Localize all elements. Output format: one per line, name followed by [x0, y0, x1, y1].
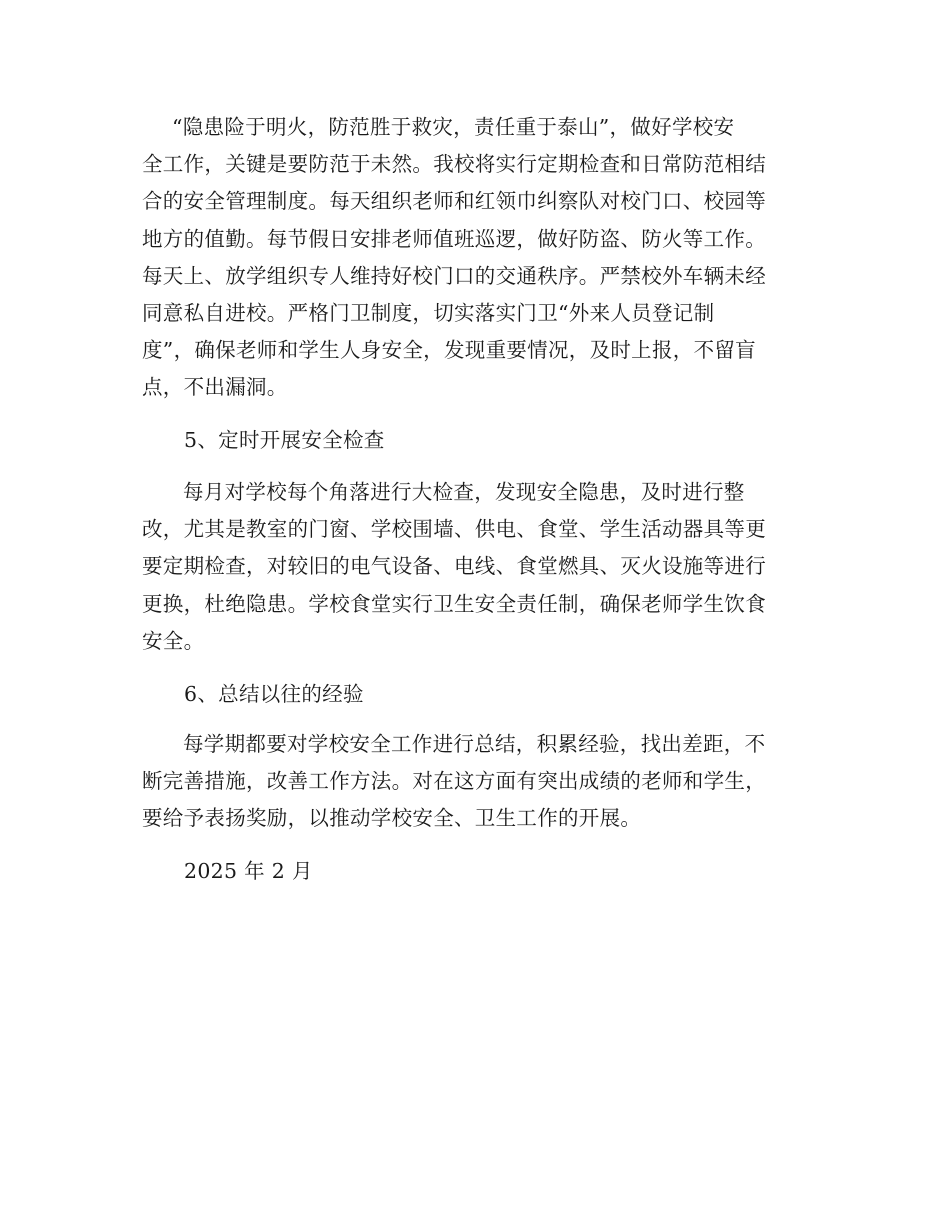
paragraph-line: 每学期都要对学校安全工作进行总结，积累经验，找出差距，不 — [183, 732, 766, 756]
section-5-heading: 5、定时开展安全检查 — [184, 428, 385, 452]
paragraph-line: 断完善措施，改善工作方法。对在这方面有突出成绩的老师和学生， — [142, 769, 766, 794]
paragraph-line: 每天上、放学组织专人维持好校门口的交通秩序。严禁校外车辆未经 — [142, 263, 766, 288]
paragraph-line: 地方的值勤。每节假日安排老师值班巡逻，做好防盗、防火等工作。 — [142, 226, 766, 251]
paragraph-safety-management — [142, 109, 810, 407]
paragraph-line: 要定期检查，对较旧的电气设备、电线、食堂燃具、灭火设施等进行 — [142, 554, 766, 579]
paragraph-line: 改，尤其是教室的门窗、学校围墙、供电、食堂、学生活动器具等更 — [142, 517, 766, 542]
paragraph-experience-summary — [142, 726, 810, 838]
paragraph-safety-inspection — [142, 474, 810, 660]
paragraph-line: 每月对学校每个角落进行大检查，发现安全隐患，及时进行整 — [183, 480, 745, 504]
paragraph-line: 更换，杜绝隐患。学校食堂实行卫生安全责任制，确保老师学生饮食 — [142, 591, 766, 616]
paragraph-line: 合的安全管理制度。每天组织老师和红领巾纠察队对校门口、校园等 — [142, 189, 766, 214]
paragraph-line: 要给予表扬奖励，以推动学校安全、卫生工作的开展。 — [142, 806, 642, 831]
document-date: 2025 年 2 月 — [184, 859, 313, 883]
paragraph-line: “隐患险于明火，防范胜于救灾，责任重于泰山”，做好学校安 — [172, 115, 735, 139]
paragraph-line: 全工作，关键是要防范于未然。我校将实行定期检查和日常防范相结 — [142, 152, 766, 177]
paragraph-line: 安全。 — [142, 628, 205, 653]
paragraph-line: 点，不出漏洞。 — [142, 375, 288, 400]
section-6-heading: 6、总结以往的经验 — [184, 682, 364, 706]
paragraph-line: 同意私自进校。严格门卫制度，切实落实门卫“外来人员登记制 — [142, 301, 715, 326]
paragraph-line: 度”，确保老师和学生人身安全，发现重要情况，及时上报，不留盲 — [142, 338, 756, 363]
